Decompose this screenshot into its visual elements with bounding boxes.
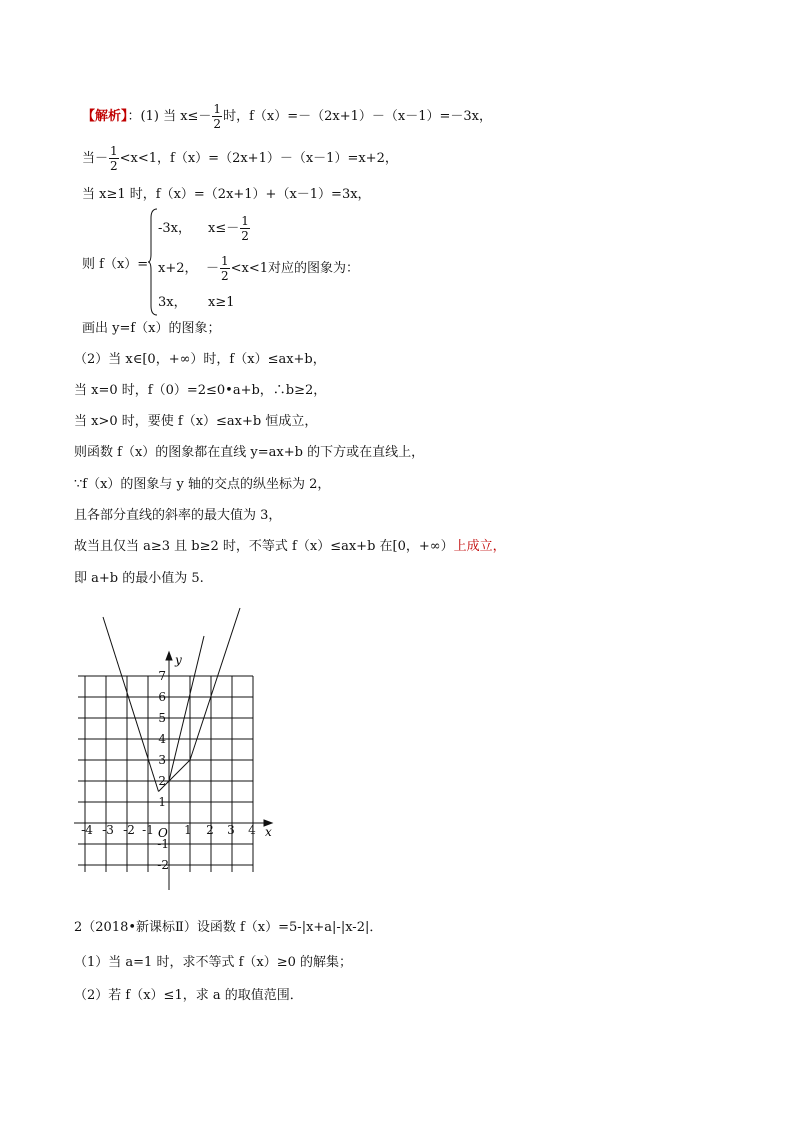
solution-line-1: 【解析】：(1) 当 x≤－ $\frac{1}{2}$ 时，f（x）=－（2x+1）－（x－1）=－3x， — [82, 102, 492, 131]
piecewise-brace — [148, 208, 158, 316]
piece-1-cond: x≤－ $\frac{1}{2}$ — [208, 214, 249, 243]
piece-3-cond: x≥1 — [208, 295, 235, 310]
fraction: $\frac{1}{2}$ — [110, 144, 118, 173]
line-f-minus3x — [103, 617, 159, 792]
svg-text:4: 4 — [248, 823, 256, 837]
svg-text:5: 5 — [158, 711, 166, 725]
piecewise-lead: 则 f（x）= — [82, 257, 149, 272]
solution-line-2: 当－ $\frac{1}{2}$ <x<1，f（x）=（2x+1）－（x－1）=x+2， — [82, 144, 398, 173]
y-axis-arrow — [166, 652, 172, 660]
fraction: $\frac{1}{2}$ — [241, 214, 249, 243]
line-draw: 画出 y=f（x）的图象； — [82, 321, 221, 336]
line-part-2: （2）当 x∈[0，+∞）时，f（x）≤ax+b， — [74, 352, 326, 367]
problem-q2: （2）若 f（x）≤1，求 a 的取值范围． — [74, 988, 303, 1003]
origin-label: O — [158, 826, 168, 840]
fraction: $\frac{1}{2}$ — [213, 102, 222, 131]
svg-text:-3: -3 — [102, 823, 114, 837]
y-axis-label: y — [175, 653, 182, 667]
x-axis-label: x — [265, 825, 272, 839]
svg-text:-2: -2 — [157, 858, 169, 872]
plot-lines — [103, 608, 240, 792]
svg-text:-1: -1 — [142, 823, 154, 837]
piece-2-cond: － $\frac{1}{2}$ <x<1对应的图象为： — [206, 254, 360, 283]
svg-text:1: 1 — [184, 823, 192, 837]
svg-text:1: 1 — [158, 795, 166, 809]
line-iff: 故当且仅当 a≥3 且 b≥2 时，不等式 f（x）≤ax+b 在[0，+∞）上成立， — [74, 539, 506, 554]
line-intercept: ∵f（x）的图象与 y 轴的交点的纵坐标为 2， — [74, 477, 331, 492]
piece-3-expr: 3x， — [158, 295, 187, 310]
svg-text:2: 2 — [206, 823, 214, 837]
solution-line-3: 当 x≥1 时，f（x）=（2x+1）+（x－1）=3x， — [82, 187, 371, 202]
line-slope: 且各部分直线的斜率的最大值为 3， — [74, 508, 282, 523]
problem-stem: 2（2018•新课标Ⅱ）设函数 f（x）=5-|x+a|-|x-2|． — [74, 920, 383, 935]
y-tick-labels — [157, 669, 169, 872]
fraction: $\frac{1}{2}$ — [221, 254, 229, 283]
svg-text:-2: -2 — [123, 823, 135, 837]
piece-1-expr: -3x， — [158, 221, 191, 236]
line-x0: 当 x=0 时，f（0）=2≤0•a+b，∴b≥2， — [74, 383, 327, 398]
line-min: 即 a+b 的最小值为 5. — [74, 571, 204, 586]
svg-text:3: 3 — [227, 823, 235, 837]
function-graph — [60, 600, 290, 900]
svg-text:-4: -4 — [81, 823, 93, 837]
problem-q1: （1）当 a=1 时，求不等式 f（x）≥0 的解集； — [74, 955, 353, 970]
solution-tag: 【解析】 — [82, 109, 128, 124]
line-xpos: 当 x>0 时，要使 f（x）≤ax+b 恒成立， — [74, 414, 318, 429]
svg-text:6: 6 — [158, 690, 166, 704]
svg-text:7: 7 — [158, 669, 166, 683]
svg-text:2: 2 — [158, 774, 166, 788]
svg-text:-1: -1 — [157, 837, 169, 851]
line-below: 则函数 f（x）的图象都在直线 y=ax+b 的下方或在直线上， — [74, 445, 425, 460]
svg-text:4: 4 — [158, 732, 166, 746]
axes — [74, 652, 272, 890]
piece-2-expr: x+2， — [158, 261, 198, 276]
svg-text:3: 3 — [158, 753, 166, 767]
